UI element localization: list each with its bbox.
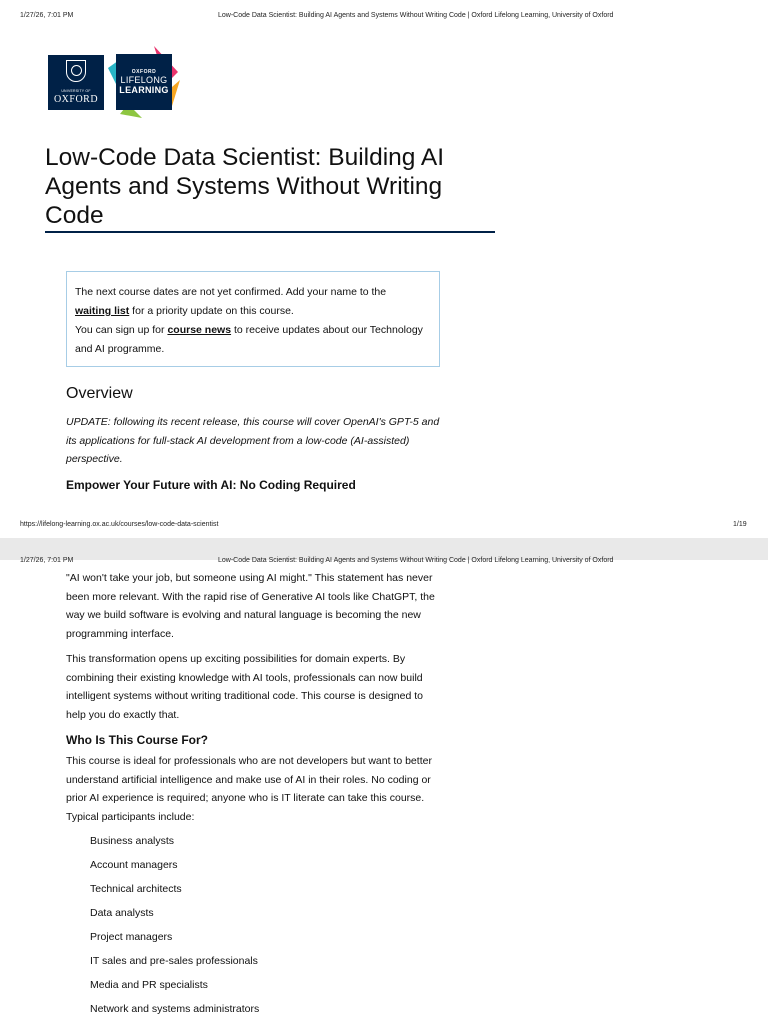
oxford-logo-small-text: UNIVERSITY OF bbox=[61, 89, 91, 93]
print-url: https://lifelong-learning.ox.ac.uk/courses/low-code-data-scientist bbox=[20, 521, 219, 528]
page-title: Low-Code Data Scientist: Building AI Agents and Systems Without Writing Code bbox=[45, 144, 445, 229]
lifelong-learning-logo[interactable] bbox=[106, 44, 182, 120]
list-item: Account managers bbox=[90, 859, 178, 871]
lifelong-logo-line1: OXFORD bbox=[131, 69, 157, 75]
waiting-list-link[interactable]: waiting list bbox=[75, 305, 130, 317]
empower-heading: Empower Your Future with AI: No Coding Required bbox=[66, 478, 356, 492]
print-doc-title: Low-Code Data Scientist: Building AI Agents and Systems Without Writing Code | Oxford Lifelong Learning, University of Oxford bbox=[218, 12, 614, 19]
notice-text-3: You can sign up for bbox=[75, 324, 168, 336]
oxford-logo-text: OXFORD bbox=[53, 94, 99, 105]
course-news-link[interactable]: course news bbox=[167, 324, 232, 336]
who-heading: Who Is This Course For? bbox=[66, 733, 209, 747]
university-of-oxford-logo[interactable] bbox=[48, 55, 104, 110]
list-item: Project managers bbox=[90, 931, 173, 943]
list-item: Network and systems administrators bbox=[90, 1003, 260, 1015]
participants-list bbox=[90, 834, 259, 1026]
update-note: UPDATE: following its recent release, this course will cover OpenAI's GPT-5 and its applications for full-stack AI development from a low-code (AI-assisted) perspective. bbox=[66, 416, 440, 465]
list-item: Media and PR specialists bbox=[90, 979, 208, 991]
who-paragraph: This course is ideal for professionals who are not developers but want to better understand artificial intelligence and make use of AI in their roles. No coding or prior AI experience is required; anyone who is IT literate can take this course. Typical participants include: bbox=[66, 755, 432, 823]
intro-paragraph: "AI won't take your job, but someone using AI might." This statement has never been more relevant. With the rapid rise of Generative AI tools like ChatGPT, the way we build software is evolving and natural language is becoming the new programming interface. bbox=[66, 572, 435, 640]
list-item: Data analysts bbox=[90, 907, 154, 919]
lifelong-logo-line3: LEARNING bbox=[119, 85, 169, 95]
course-dates-notice bbox=[66, 271, 440, 367]
list-item: Business analysts bbox=[90, 835, 175, 847]
list-item: IT sales and pre-sales professionals bbox=[90, 955, 258, 967]
title-underline bbox=[45, 231, 495, 233]
print-datetime: 1/27/26, 7:01 PM bbox=[20, 12, 74, 19]
overview-heading: Overview bbox=[66, 385, 133, 402]
lifelong-logo-line2: LIFELONG bbox=[120, 75, 168, 85]
print-doc-title-2: Low-Code Data Scientist: Building AI Agents and Systems Without Writing Code | Oxford Lifelong Learning, University of Oxford bbox=[218, 557, 614, 564]
notice-text-2: for a priority update on this course. bbox=[129, 305, 294, 317]
notice-text-1: The next course dates are not yet confirmed. Add your name to the bbox=[75, 286, 387, 298]
oxford-crest-icon bbox=[66, 60, 86, 82]
transformation-paragraph: This transformation opens up exciting possibilities for domain experts. By combining their existing knowledge with AI tools, professionals can now build intelligent systems without writing traditional code. This course is designed to help you do exactly that. bbox=[66, 653, 423, 721]
notice-text-4: to receive updates about our Technology and AI programme. bbox=[75, 324, 423, 355]
print-datetime-2: 1/27/26, 7:01 PM bbox=[20, 557, 74, 564]
print-page-number: 1/19 bbox=[733, 521, 747, 528]
list-item: Technical architects bbox=[90, 883, 182, 895]
